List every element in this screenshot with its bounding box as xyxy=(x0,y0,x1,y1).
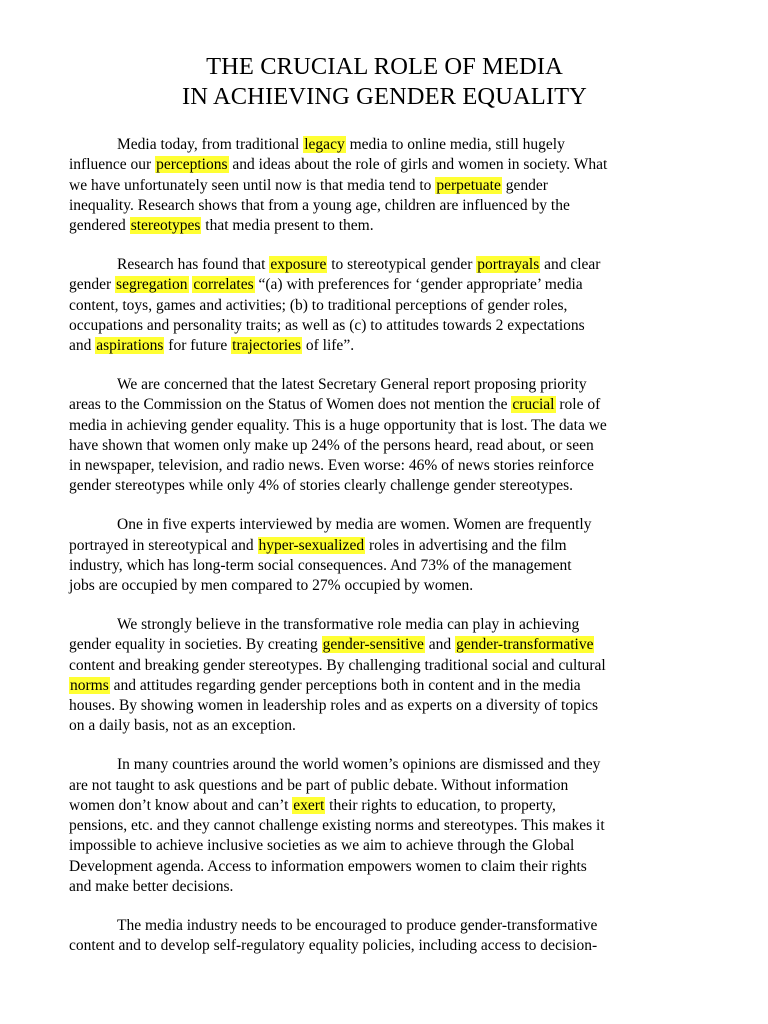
text-run: We are concerned that the latest Secretary General report proposing priority xyxy=(117,375,587,393)
text-run: their rights to education, to property, xyxy=(325,796,556,814)
text-line xyxy=(69,416,700,436)
text-line xyxy=(69,635,700,655)
text-run: In many countries around the world women’s opinions are dismissed and they xyxy=(117,756,601,774)
text-run: to stereotypical gender xyxy=(327,255,477,273)
text-run: on a daily basis, not as an exception. xyxy=(69,717,296,735)
text-run: and attitudes regarding gender perceptions both in content and in the media xyxy=(109,676,581,694)
highlighted-term: stereotypes xyxy=(130,217,201,235)
text-line xyxy=(69,275,700,295)
highlighted-term: hyper-sexualized xyxy=(258,536,365,554)
text-run: for future xyxy=(164,337,232,355)
paragraph xyxy=(69,255,700,356)
text-run: We strongly believe in the transformative role media can play in achieving xyxy=(117,615,580,633)
title-line-2: IN ACHIEVING GENDER EQUALITY xyxy=(182,83,587,110)
highlighted-term: correlates xyxy=(193,276,254,294)
text-line xyxy=(69,155,700,175)
text-line xyxy=(69,696,700,716)
text-run: Research has found that xyxy=(117,255,270,273)
text-run: of life”. xyxy=(302,337,355,355)
text-run: role of xyxy=(555,396,601,414)
text-run: jobs are occupied by men compared to 27% occupied by women. xyxy=(69,577,474,595)
highlighted-term: exert xyxy=(293,796,325,814)
text-run: women don’t know about and can’t xyxy=(69,796,293,814)
highlighted-term: perpetuate xyxy=(436,176,501,194)
text-run: pensions, etc. and they cannot challenge existing norms and stereotypes. This makes it xyxy=(69,817,605,835)
text-line xyxy=(69,135,700,155)
text-line xyxy=(69,515,700,535)
text-run: influence our xyxy=(69,156,156,174)
highlighted-term: exposure xyxy=(270,255,327,273)
text-line xyxy=(69,796,700,816)
paragraph xyxy=(69,135,700,236)
text-run: content, toys, games and activities; (b) to traditional perceptions of gender roles, xyxy=(69,296,568,314)
text-run: and xyxy=(69,337,96,355)
text-run: gendered xyxy=(69,217,130,235)
text-line xyxy=(69,576,700,596)
text-line xyxy=(69,816,700,836)
highlighted-term: segregation xyxy=(116,276,188,294)
text-run: Development agenda. Access to information empowers women to claim their rights xyxy=(69,857,587,875)
text-line xyxy=(69,196,700,216)
text-run: The media industry needs to be encouraged to produce gender-transformative xyxy=(117,916,598,934)
text-run: have shown that women only make up 24% of the persons heard, read about, or seen xyxy=(69,436,594,454)
text-run: we have unfortunately seen until now is that media tend to xyxy=(69,176,436,194)
text-line xyxy=(69,755,700,775)
text-run: in newspaper, television, and radio news. Even worse: 46% of news stories reinforce xyxy=(69,457,594,475)
text-line xyxy=(69,936,700,956)
document-title xyxy=(69,52,700,112)
text-run: gender xyxy=(501,176,548,194)
text-line xyxy=(69,456,700,476)
text-line xyxy=(69,476,700,496)
text-line xyxy=(69,776,700,796)
text-line xyxy=(69,916,700,936)
highlighted-term: trajectories xyxy=(232,337,301,355)
highlighted-term: legacy xyxy=(304,136,345,153)
paragraph xyxy=(69,615,700,737)
paragraph xyxy=(69,375,700,497)
text-run: media in achieving gender equality. This is a huge opportunity that is lost. The data we xyxy=(69,416,607,434)
highlighted-term: portrayals xyxy=(477,255,540,273)
text-line xyxy=(69,857,700,877)
text-run: gender xyxy=(69,276,116,294)
text-run: and make better decisions. xyxy=(69,878,234,895)
text-run: houses. By showing women in leadership roles and as experts on a diversity of topics xyxy=(69,697,599,715)
text-run: and ideas about the role of girls and women in society. What xyxy=(228,156,608,174)
text-line xyxy=(69,836,700,856)
title-line-1: THE CRUCIAL ROLE OF MEDIA xyxy=(206,53,563,80)
text-line xyxy=(69,615,700,635)
highlighted-term: norms xyxy=(70,676,109,694)
text-run: gender stereotypes while only 4% of stories clearly challenge gender stereotypes. xyxy=(69,477,573,495)
highlighted-term: gender-transformative xyxy=(456,636,594,654)
text-line xyxy=(69,395,700,415)
highlighted-term: perceptions xyxy=(156,156,228,174)
text-run: are not taught to ask questions and be part of public debate. Without information xyxy=(69,776,569,794)
text-line xyxy=(69,676,700,696)
text-line xyxy=(69,656,700,676)
text-line xyxy=(69,336,700,356)
text-run: Media today, from traditional xyxy=(117,136,304,153)
paragraph xyxy=(69,916,700,957)
text-run: content and to develop self-regulatory equality policies, including access to decision- xyxy=(69,937,598,955)
paragraph xyxy=(69,515,700,596)
highlighted-term: aspirations xyxy=(96,337,164,355)
text-line xyxy=(69,716,700,736)
text-line xyxy=(69,375,700,395)
text-line xyxy=(69,316,700,336)
text-run: areas to the Commission on the Status of Women does not mention the xyxy=(69,396,512,414)
document-body xyxy=(69,135,700,956)
text-run: media to online media, still hugely xyxy=(345,136,565,153)
text-line xyxy=(69,877,700,897)
text-run: inequality. Research shows that from a young age, children are influenced by the xyxy=(69,196,570,214)
text-run: portrayed in stereotypical and xyxy=(69,536,258,554)
text-line xyxy=(69,255,700,275)
text-line xyxy=(69,436,700,456)
text-run: roles in advertising and the film xyxy=(365,536,567,554)
highlighted-term: gender-sensitive xyxy=(322,636,424,654)
text-run: content and breaking gender stereotypes. By challenging traditional social and cultural xyxy=(69,656,606,674)
text-line xyxy=(69,216,700,236)
text-run: One in five experts interviewed by media are women. Women are frequently xyxy=(117,516,592,534)
text-run: impossible to achieve inclusive societies as we aim to achieve through the Global xyxy=(69,837,575,855)
text-run: and clear xyxy=(540,255,601,273)
text-line xyxy=(69,536,700,556)
text-run: “(a) with preferences for ‘gender appropriate’ media xyxy=(254,276,583,294)
text-run: occupations and personality traits; as well as (c) to attitudes towards 2 expectations xyxy=(69,316,585,334)
text-line xyxy=(69,176,700,196)
text-line xyxy=(69,556,700,576)
paragraph xyxy=(69,755,700,897)
text-run: and xyxy=(424,636,456,654)
text-line xyxy=(69,296,700,316)
text-run: gender equality in societies. By creating xyxy=(69,636,322,654)
text-run: that media present to them. xyxy=(201,217,374,235)
highlighted-term: crucial xyxy=(512,396,555,414)
text-run: industry, which has long-term social consequences. And 73% of the management xyxy=(69,556,572,574)
